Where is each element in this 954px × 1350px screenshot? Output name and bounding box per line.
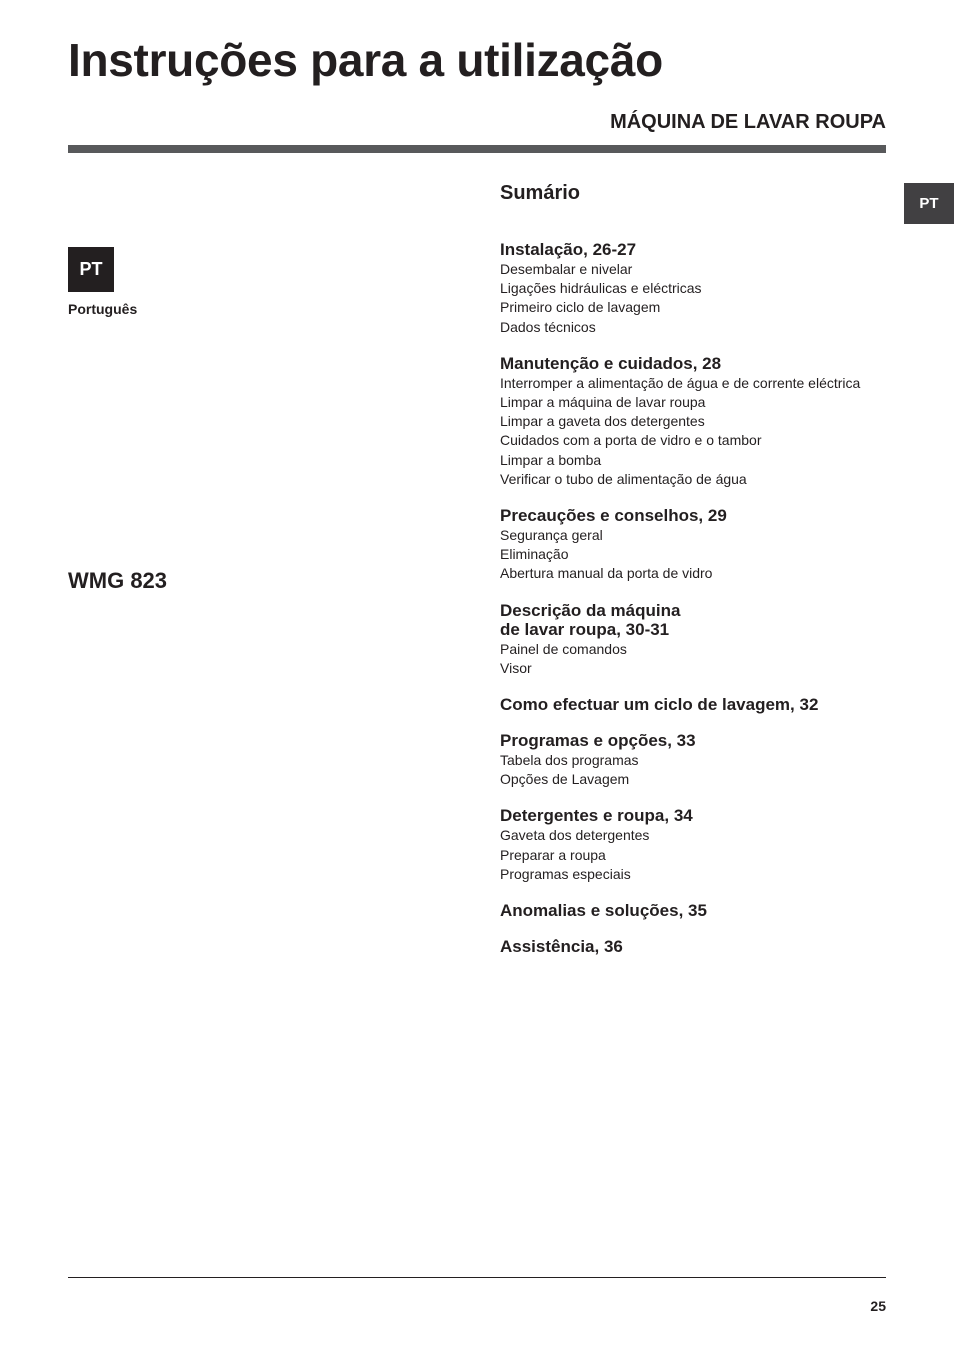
toc-item[interactable]: Programas especiais bbox=[500, 865, 631, 882]
toc-section-heading[interactable] bbox=[500, 937, 900, 956]
toc-item[interactable]: Eliminação bbox=[500, 546, 569, 563]
toc-item[interactable]: Preparar a roupa bbox=[500, 846, 606, 863]
toc-item-list bbox=[500, 260, 900, 337]
product-subtitle: MÁQUINA DE LAVAR ROUPA bbox=[610, 111, 886, 133]
toc-section-heading[interactable] bbox=[500, 731, 900, 750]
model-name: WMG 823 bbox=[68, 568, 168, 593]
toc-section-heading[interactable] bbox=[500, 695, 900, 714]
toc-heading-line: Programas e opções, 33 bbox=[500, 731, 696, 751]
toc-section bbox=[500, 806, 900, 884]
toc-item[interactable]: Limpar a máquina de lavar roupa bbox=[500, 394, 706, 411]
toc-heading-line: de lavar roupa, 30-31 bbox=[500, 619, 670, 639]
toc-section-heading[interactable] bbox=[500, 901, 900, 920]
table-of-contents bbox=[500, 240, 900, 973]
language-side-tab: PT bbox=[904, 183, 954, 224]
header-divider bbox=[68, 145, 886, 153]
toc-item[interactable]: Visor bbox=[500, 659, 532, 676]
toc-item-list bbox=[500, 640, 900, 678]
toc-item[interactable]: Limpar a gaveta dos detergentes bbox=[500, 413, 705, 430]
toc-section-heading[interactable] bbox=[500, 240, 900, 259]
toc-section bbox=[500, 240, 900, 337]
toc-item[interactable]: Primeiro ciclo de lavagem bbox=[500, 299, 661, 316]
toc-section-heading[interactable] bbox=[500, 506, 900, 525]
toc-section bbox=[500, 937, 900, 956]
toc-item[interactable]: Dados técnicos bbox=[500, 318, 596, 335]
toc-item-list bbox=[500, 374, 900, 489]
toc-item[interactable]: Desembalar e nivelar bbox=[500, 261, 633, 277]
toc-item[interactable]: Segurança geral bbox=[500, 527, 603, 544]
toc-heading-line: Como efectuar um ciclo de lavagem, 32 bbox=[500, 695, 819, 715]
toc-section bbox=[500, 354, 900, 489]
toc-item[interactable]: Tabela dos programas bbox=[500, 752, 639, 769]
toc-item[interactable]: Verificar o tubo de alimentação de água bbox=[500, 470, 747, 487]
toc-item[interactable]: Ligações hidráulicas e eléctricas bbox=[500, 280, 702, 297]
toc-item[interactable]: Cuidados com a porta de vidro e o tambor bbox=[500, 432, 762, 449]
toc-item[interactable]: Painel de comandos bbox=[500, 640, 627, 657]
toc-item-list bbox=[500, 826, 900, 884]
toc-heading-line: Manutenção e cuidados, 28 bbox=[500, 353, 722, 373]
toc-heading-line: Detergentes e roupa, 34 bbox=[500, 806, 693, 826]
page-number: 25 bbox=[870, 1298, 886, 1314]
toc-item[interactable]: Opções de Lavagem bbox=[500, 771, 630, 788]
toc-heading-line: Descrição da máquina bbox=[500, 600, 681, 620]
toc-section-heading[interactable] bbox=[500, 806, 900, 825]
language-name: Português bbox=[68, 301, 138, 317]
toc-section bbox=[500, 506, 900, 584]
toc-heading-line: Assistência, 36 bbox=[500, 937, 623, 957]
toc-item[interactable]: Limpar a bomba bbox=[500, 451, 602, 468]
toc-item[interactable]: Interromper a alimentação de água e de corrente eléctrica bbox=[500, 374, 861, 391]
toc-heading-line: Precauções e conselhos, 29 bbox=[500, 506, 727, 526]
toc-heading-line: Anomalias e soluções, 35 bbox=[500, 901, 707, 921]
toc-section bbox=[500, 695, 900, 714]
toc-section bbox=[500, 601, 900, 678]
toc-item-list bbox=[500, 526, 900, 584]
toc-item[interactable]: Gaveta dos detergentes bbox=[500, 827, 650, 844]
toc-item[interactable]: Abertura manual da porta de vidro bbox=[500, 565, 713, 582]
language-badge: PT bbox=[68, 247, 114, 292]
toc-section-heading[interactable] bbox=[500, 601, 900, 639]
toc-heading-line: Instalação, 26-27 bbox=[500, 240, 637, 259]
page-title: Instruções para a utilização bbox=[68, 34, 663, 86]
toc-section bbox=[500, 901, 900, 920]
footer-divider bbox=[68, 1277, 886, 1278]
toc-section bbox=[500, 731, 900, 789]
toc-title: Sumário bbox=[500, 182, 581, 204]
toc-section-heading[interactable] bbox=[500, 354, 900, 373]
toc-item-list bbox=[500, 751, 900, 789]
